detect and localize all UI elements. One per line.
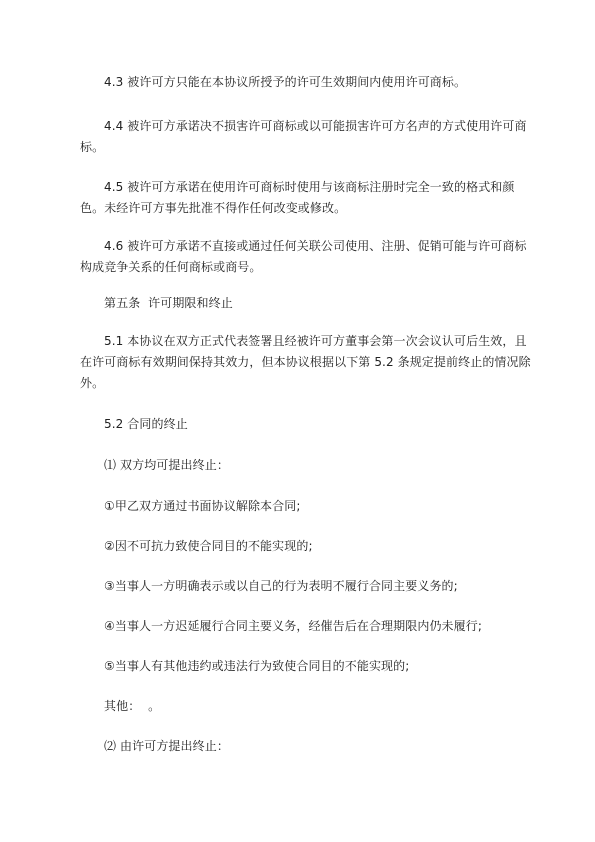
clause-4-6: 4.6 被许可方承诺不直接或通过任何关联公司使用、注册、促销可能与许可商标构成竞争关系的任何商标或商号。 (80, 239, 527, 274)
clause-5-1: 5.1 本协议在双方正式代表签署且经被许可方董事会第一次会议认可后生效，且在许可商标有效期间保持其效力，但本协议根据以下第 5.2 条规定提前终止的情况除外。 (80, 334, 531, 390)
clause-4-4: 4.4 被许可方承诺决不损害许可商标或以可能损害许可方名声的方式使用许可商标。 (80, 119, 527, 154)
termination-licensor-heading: ⑵ 由许可方提出终止： (104, 739, 229, 753)
termination-item-3: ③当事人一方明确表示或以自己的行为表明不履行合同主要义务的; (104, 579, 458, 593)
clause-5-2-heading: 5.2 合同的终止 (104, 417, 188, 431)
termination-item-1: ①甲乙双方通过书面协议解除本合同; (104, 499, 301, 513)
termination-item-5: ⑤当事人有其他违约或违法行为致使合同目的不能实现的; (104, 659, 410, 673)
termination-item-2: ②因不可抗力致使合同目的不能实现的; (104, 539, 313, 553)
termination-other: 其他： 。 (104, 699, 161, 713)
clause-4-5: 4.5 被许可方承诺在使用许可商标时使用与该商标注册时完全一致的格式和颜色。未经许可方事先批准不得作任何改变或修改。 (80, 180, 515, 215)
section-5-heading: 第五条 许可期限和终止 (104, 296, 233, 310)
termination-item-4: ④当事人一方迟延履行合同主要义务，经催告后在合理期限内仍未履行; (104, 619, 483, 633)
clause-4-3: 4.3 被许可方只能在本协议所授予的许可生效期间内使用许可商标。 (104, 75, 467, 89)
termination-mutual-heading: ⑴ 双方均可提出终止： (104, 458, 229, 472)
